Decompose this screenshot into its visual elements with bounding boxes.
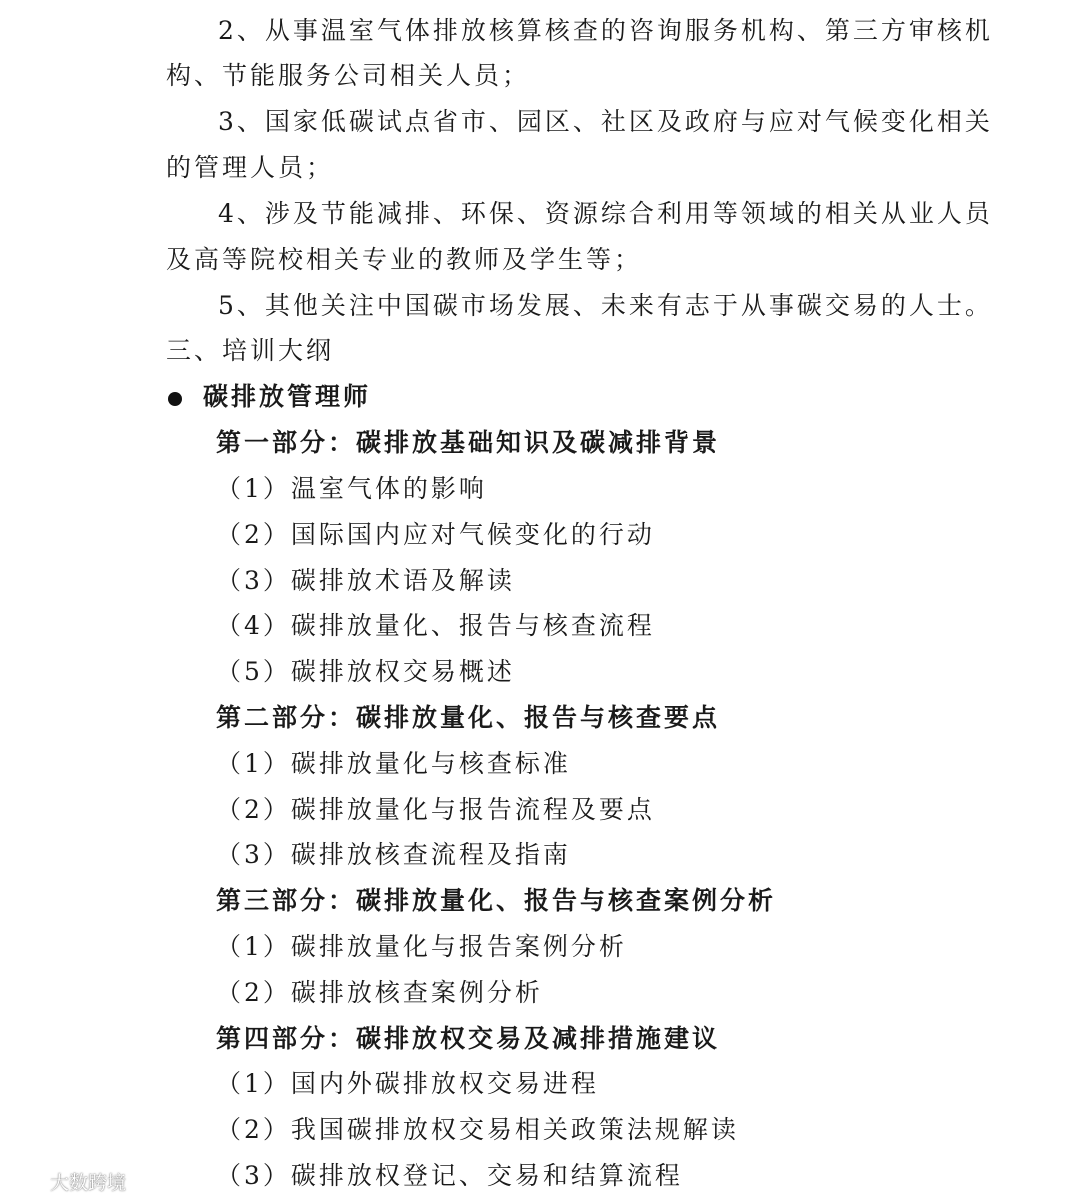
text-line: 3、国家低碳试点省市、园区、社区及政府与应对气候变化相关 (218, 107, 993, 136)
section-heading: 第四部分：碳排放权交易及减排措施建议 (216, 1024, 721, 1053)
text-line: 的管理人员； (166, 153, 335, 182)
text-line: （5）碳排放权交易概述 (216, 657, 515, 686)
text-line: （3）碳排放核查流程及指南 (216, 840, 571, 869)
text-line: （2）碳排放核查案例分析 (216, 978, 543, 1007)
watermark-text: 大数跨境 (50, 1172, 127, 1194)
text-line: （2）国际国内应对气候变化的行动 (216, 520, 655, 549)
bullet-icon (168, 392, 182, 406)
text-line: 4、涉及节能减排、环保、资源综合利用等领域的相关从业人员 (218, 199, 993, 228)
text-line: 构、节能服务公司相关人员； (166, 61, 531, 90)
brand-logo-icon (6, 1171, 46, 1193)
text-line: （1）国内外碳排放权交易进程 (216, 1069, 599, 1098)
text-line: 及高等院校相关专业的教师及学生等； (166, 245, 643, 274)
section-heading: 第二部分：碳排放量化、报告与核查要点 (216, 703, 721, 732)
text-line: （1）碳排放量化与报告案例分析 (216, 932, 627, 961)
text-line: （1）温室气体的影响 (216, 474, 487, 503)
text-line: （2）碳排放量化与报告流程及要点 (216, 795, 655, 824)
text-line: （3）碳排放权登记、交易和结算流程 (216, 1161, 683, 1190)
text-line: （2）我国碳排放权交易相关政策法规解读 (216, 1115, 739, 1144)
watermark (6, 1168, 126, 1195)
section-heading: 第一部分：碳排放基础知识及碳减排背景 (216, 428, 721, 457)
text-line: （3）碳排放术语及解读 (216, 566, 515, 595)
text-line: （1）碳排放量化与核查标准 (216, 749, 571, 778)
text-line: 三、培训大纲 (166, 336, 335, 365)
section-heading: 碳排放管理师 (203, 382, 372, 411)
text-line: 5、其他关注中国碳市场发展、未来有志于从事碳交易的人士。 (218, 291, 993, 320)
section-heading: 第三部分：碳排放量化、报告与核查案例分析 (216, 886, 777, 915)
text-line: 2、从事温室气体排放核算核查的咨询服务机构、第三方审核机 (218, 16, 993, 45)
text-line: （4）碳排放量化、报告与核查流程 (216, 611, 655, 640)
